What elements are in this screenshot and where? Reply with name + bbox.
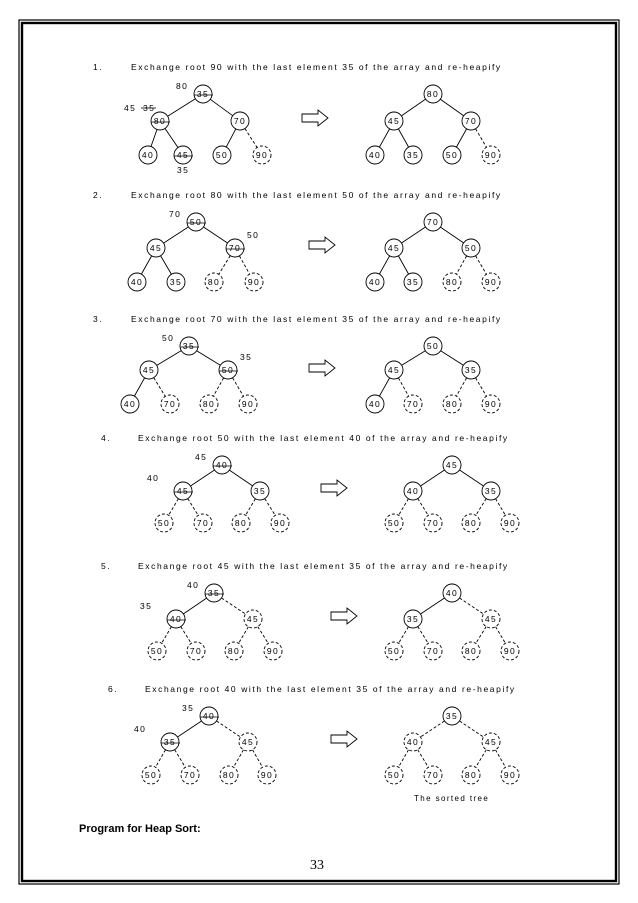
tree-node-value: 70	[426, 770, 440, 780]
swap-annotation: 35	[240, 352, 253, 362]
tree-node-value: 50	[221, 365, 235, 375]
tree-edge	[219, 256, 231, 275]
tree-edge	[169, 499, 179, 516]
tree-node-value: 80	[227, 646, 241, 656]
tree-node-value: 50	[144, 770, 158, 780]
tree-edge	[420, 470, 444, 486]
tree-edge	[401, 227, 425, 243]
tree-edge	[379, 256, 389, 274]
tree-node-value: 45	[484, 737, 498, 747]
tree-node-value: 40	[406, 737, 420, 747]
tree-node-value: 50	[157, 518, 171, 528]
tree-edge	[210, 99, 232, 115]
tree-node-value: 35	[182, 341, 196, 351]
tree-node-value: 80	[426, 89, 440, 99]
tree-node-value: 90	[484, 399, 498, 409]
tree-edge	[181, 627, 191, 644]
tree-node-value: 45	[445, 460, 459, 470]
tree-node-value: 90	[241, 399, 255, 409]
tree-edge	[440, 99, 463, 116]
tree-edge	[233, 378, 244, 396]
transform-arrow-icon	[302, 110, 328, 126]
tree-edge	[398, 750, 408, 767]
tree-edge	[418, 627, 428, 644]
swap-annotation: 50	[162, 333, 175, 343]
tree-node-value: 90	[503, 518, 517, 528]
step-description: Exchange root 70 with the last element 35 of the array and re-heapify	[131, 314, 502, 324]
tree-edge	[420, 721, 444, 737]
tree-node-value: 90	[247, 277, 261, 287]
step-number: 5.	[101, 561, 112, 571]
step-number: 2.	[93, 190, 104, 200]
tree-node-value: 35	[484, 486, 498, 496]
tree-edge	[161, 256, 172, 274]
swap-annotation: 40	[187, 580, 200, 590]
step-description: Exchange root 40 with the last element 35 of the array and re-heapify	[145, 684, 516, 694]
tree-node-value: 35	[406, 277, 420, 287]
tree-edge	[459, 721, 483, 737]
tree-edge	[418, 499, 428, 516]
tree-edge	[476, 499, 486, 516]
tree-edge	[418, 750, 429, 768]
tree-edge	[216, 721, 240, 737]
tree-node-value: 40	[368, 277, 382, 287]
tree-edge	[476, 627, 486, 644]
tree-node-value: 90	[255, 150, 269, 160]
tree-edge	[398, 129, 408, 147]
step-description: Exchange root 50 with the last element 40 of the array and re-heapify	[138, 433, 509, 443]
tree-node-value: 45	[387, 365, 401, 375]
tree-node-value: 90	[503, 770, 517, 780]
tree-after-step-2	[366, 213, 500, 291]
tree-node-value: 40	[141, 150, 155, 160]
tree-node-value: 70	[189, 646, 203, 656]
tree-edge	[177, 721, 201, 737]
tree-node-value: 70	[426, 646, 440, 656]
tree-edge	[246, 499, 256, 516]
tree-node-value: 90	[484, 150, 498, 160]
tree-node-value: 45	[387, 116, 401, 126]
tree-node-value: 45	[246, 614, 260, 624]
tree-node-value: 70	[406, 399, 420, 409]
tree-before-step-2	[128, 209, 263, 291]
transform-arrow-icon	[331, 731, 357, 747]
tree-node-value: 50	[189, 217, 203, 227]
tree-node-value: 50	[445, 150, 459, 160]
tree-node-value: 45	[176, 486, 190, 496]
tree-edge	[402, 351, 426, 366]
tree-after-step-4	[385, 456, 519, 532]
tree-edge	[258, 627, 268, 644]
tree-node-value: 45	[387, 243, 401, 253]
tree-edge	[252, 750, 262, 767]
tree-edge	[456, 256, 466, 274]
tree-node-value: 90	[484, 277, 498, 287]
tree-node-value: 35	[464, 365, 478, 375]
tree-edge	[203, 227, 227, 243]
steps-layer	[93, 62, 519, 784]
tree-edge	[183, 598, 206, 614]
swap-annotation: 35	[177, 165, 190, 175]
tree-node-value: 70	[163, 399, 177, 409]
tree-edge	[476, 129, 487, 147]
tree-node-value: 70	[426, 217, 440, 227]
tree-edge	[168, 99, 196, 116]
tree-after-step-1	[366, 85, 500, 164]
tree-edge	[398, 256, 408, 274]
tree-node-value: 35	[169, 277, 183, 287]
tree-node-value: 80	[202, 399, 216, 409]
tree-edge	[456, 129, 466, 147]
page-border-inner	[19, 20, 619, 884]
transform-arrow-icon	[331, 608, 357, 624]
tree-node-value: 50	[387, 518, 401, 528]
tree-node-value: 45	[241, 737, 255, 747]
tree-edge	[151, 129, 157, 146]
tree-edge	[221, 598, 245, 614]
tree-edge	[495, 750, 505, 767]
tree-node-value: 80	[464, 770, 478, 780]
tree-edge	[398, 378, 408, 396]
tree-edge	[190, 470, 214, 486]
tree-edge	[476, 750, 487, 768]
tree-edge	[496, 499, 506, 516]
tree-node-value: 70	[228, 243, 242, 253]
tree-before-step-6	[134, 703, 276, 784]
tree-node-value: 35	[445, 711, 459, 721]
tree-node-value: 40	[202, 711, 216, 721]
tree-edge	[239, 627, 249, 644]
tree-edge	[213, 378, 223, 396]
swap-annotation: 80	[176, 81, 189, 91]
tree-node-value: 35	[207, 588, 221, 598]
tree-node-value: 80	[234, 518, 248, 528]
tree-edge	[379, 378, 389, 396]
tree-after-step-6	[385, 707, 519, 784]
tree-node-value: 80	[464, 646, 478, 656]
swap-annotation: 45	[124, 103, 137, 113]
tree-after-step-3	[366, 337, 500, 413]
tree-edge	[155, 750, 165, 767]
tree-node-value: 80	[207, 277, 221, 287]
tree-node-value: 40	[130, 277, 144, 287]
tree-before-step-1	[124, 81, 271, 175]
tree-edge	[440, 227, 463, 243]
tree-node-value: 45	[176, 150, 190, 160]
tree-edge	[496, 627, 506, 644]
tree-edge	[154, 378, 166, 397]
tree-node-value: 90	[266, 646, 280, 656]
page-border-outer	[22, 23, 616, 881]
step-description: Exchange root 45 with the last element 35 of the array and re-heapify	[138, 561, 509, 571]
tree-edge	[197, 351, 221, 366]
tree-node-value: 35	[406, 614, 420, 624]
tree-node-value: 40	[406, 486, 420, 496]
step-number: 3.	[93, 314, 104, 324]
tree-edge	[401, 99, 425, 116]
tree-edge	[265, 499, 275, 516]
tree-node-value: 80	[153, 116, 167, 126]
tree-edge	[379, 129, 389, 147]
transform-arrow-icon	[309, 360, 335, 376]
tree-edge	[476, 256, 487, 274]
tree-before-step-5	[140, 580, 282, 660]
tree-before-step-4	[147, 452, 289, 532]
tree-edge	[476, 378, 487, 396]
tree-edge	[175, 750, 186, 768]
tree-node-value: 45	[149, 243, 163, 253]
tree-node-value: 80	[464, 518, 478, 528]
transform-arrow-icon	[321, 480, 347, 496]
tree-edge	[441, 351, 464, 365]
step-number: 1.	[93, 62, 104, 72]
transform-arrow-icon	[309, 237, 335, 253]
tree-node-value: 50	[387, 646, 401, 656]
tree-edge	[164, 227, 189, 243]
tree-node-value: 90	[260, 770, 274, 780]
tree-node-value: 90	[273, 518, 287, 528]
step-description: Exchange root 90 with the last element 35 of the array and re-heapify	[131, 62, 502, 72]
tree-node-value: 35	[253, 486, 267, 496]
section-heading: Program for Heap Sort:	[79, 823, 201, 835]
tree-node-value: 40	[368, 399, 382, 409]
tree-node-value: 50	[150, 646, 164, 656]
swap-annotation: 35	[140, 601, 153, 611]
tree-before-step-3	[121, 333, 257, 413]
tree-node-value: 70	[233, 116, 247, 126]
tree-edge	[239, 256, 249, 274]
tree-node-value: 45	[484, 614, 498, 624]
tree-node-value: 70	[183, 770, 197, 780]
tree-node-value: 70	[196, 518, 210, 528]
tree-after-step-5	[385, 584, 519, 660]
tree-node-value: 35	[406, 150, 420, 160]
tree-node-value: 40	[215, 460, 229, 470]
swap-annotation: 35	[182, 703, 195, 713]
step-number: 4.	[101, 433, 112, 443]
tree-node-value: 80	[445, 399, 459, 409]
tree-node-value: 40	[368, 150, 382, 160]
tree-edge	[157, 351, 182, 366]
tree-node-value: 80	[222, 770, 236, 780]
tree-node-value: 35	[196, 89, 210, 99]
tree-node-value: 40	[169, 614, 183, 624]
sorted-tree-caption: The sorted tree	[414, 794, 490, 803]
tree-edge	[399, 627, 409, 644]
tree-node-value: 50	[387, 770, 401, 780]
tree-edge	[134, 378, 144, 396]
swap-annotation: 50	[247, 230, 260, 240]
step-number: 6.	[108, 684, 119, 694]
tree-edge	[141, 256, 151, 274]
tree-node-value: 50	[464, 243, 478, 253]
tree-edge	[165, 128, 178, 147]
tree-node-value: 90	[503, 646, 517, 656]
swap-annotation: 35	[143, 103, 156, 113]
tree-node-value: 50	[215, 150, 229, 160]
tree-edge	[420, 598, 444, 614]
tree-edge	[456, 378, 466, 396]
tree-edge	[233, 750, 243, 767]
tree-edge	[188, 499, 198, 516]
tree-node-value: 45	[142, 365, 156, 375]
tree-edge	[459, 598, 483, 614]
tree-node-value: 40	[123, 399, 137, 409]
swap-annotation: 70	[169, 209, 182, 219]
tree-node-value: 70	[426, 518, 440, 528]
tree-edge	[229, 470, 252, 486]
tree-edge	[162, 627, 172, 644]
page-number: 33	[310, 858, 324, 873]
tree-edge	[245, 129, 257, 148]
swap-annotation: 45	[195, 452, 208, 462]
tree-edge	[226, 129, 236, 147]
step-description: Exchange root 80 with the last element 50 of the array and re-heapify	[131, 190, 502, 200]
tree-edge	[459, 470, 483, 486]
swap-annotation: 40	[134, 724, 147, 734]
tree-node-value: 35	[163, 737, 177, 747]
tree-edge	[399, 499, 409, 516]
swap-annotation: 40	[147, 473, 160, 483]
tree-node-value: 70	[464, 116, 478, 126]
tree-node-value: 80	[445, 277, 459, 287]
tree-node-value: 40	[445, 588, 459, 598]
tree-node-value: 50	[426, 341, 440, 351]
